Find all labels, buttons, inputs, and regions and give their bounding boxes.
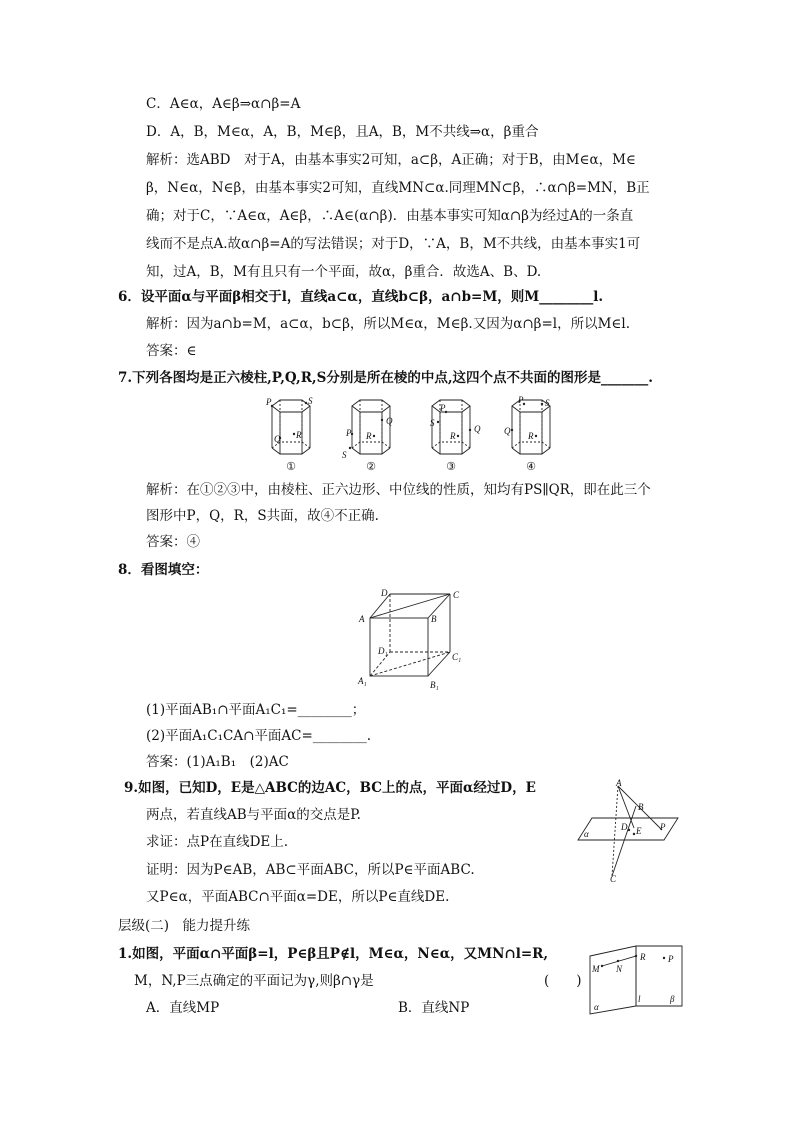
q5-analysis-line-3: 确；对于C，∵A∈α，A∈β，∴A∈(α∩β)．由基本事实可知α∩β为经过A的一条直 xyxy=(146,208,634,224)
q9-stem-line-2: 两点，若直线AB与平面α的交点是P. xyxy=(146,807,361,823)
q9-label-a: A xyxy=(616,778,622,788)
q7-point-p-2: P xyxy=(346,428,352,438)
q7-point-q-3: Q xyxy=(474,424,481,434)
q5-option-d: D．A，B，M∈α，A，B，M∈β，且A，B，M不共线⇒α，β重合 xyxy=(146,124,539,140)
q6-stem: 6．设平面α与平面β相交于l，直线a⊂α，直线b⊂β，a∩b=M，则M________l. xyxy=(118,289,604,305)
p1-option-a: A．直线MP xyxy=(146,1000,220,1016)
q7-point-q-1: Q xyxy=(274,434,281,444)
q6-analysis: 解析：因为a∩b=M，a⊂α，b⊂β，所以M∈α，M∈β.又因为α∩β=l，所以M∈l. xyxy=(146,316,631,332)
q8-label-b: B xyxy=(431,614,437,624)
q8-stem: 8．看图填空： xyxy=(118,562,209,578)
p1-option-b: B．直线NP xyxy=(398,1000,470,1016)
q7-point-p-4: P xyxy=(518,395,524,405)
q5-analysis-line-5: 知，过A，B，M有且只有一个平面，故α，β重合．故选A、B、D. xyxy=(146,264,542,280)
q7-figure-label-4: ④ xyxy=(526,461,536,473)
q8-part-2: (2)平面A₁C₁CA∩平面AC=________. xyxy=(146,728,372,744)
q7-point-r-3: R xyxy=(450,431,456,441)
q9-label-c: C xyxy=(610,874,617,882)
q8-label-b1: B₁ xyxy=(430,680,439,690)
q8-label-d: D xyxy=(381,588,388,598)
q7-point-p-1: P xyxy=(266,397,272,407)
q9-label-b: B xyxy=(638,802,644,812)
q9-label-alpha: α xyxy=(584,829,589,839)
q7-point-s-1: S xyxy=(308,396,313,406)
p1-two-planes-figure xyxy=(586,942,686,1016)
q5-option-c: C．A∈α，A∈β⇒α∩β=A xyxy=(146,96,301,112)
q8-label-a1: A₁ xyxy=(358,676,367,686)
q8-answer: 答案：(1)A₁B₁ (2)AC xyxy=(146,754,289,770)
q9-label-p: P xyxy=(660,822,666,832)
p1-label-r: R xyxy=(640,952,646,962)
prism-figure-2 xyxy=(352,400,390,454)
q8-cube-figure xyxy=(354,588,472,692)
q7-analysis-line-1: 解析：在①②③中，由棱柱、正六边形、中位线的性质，知均有PS∥QR，即在此三个 xyxy=(146,482,651,498)
q8-part-1: (1)平面AB₁∩平面A₁C₁=________； xyxy=(146,702,366,718)
p1-answer-bracket: ( ) xyxy=(544,973,582,989)
q7-point-s-4: S xyxy=(545,398,550,408)
prism-figure-4 xyxy=(512,400,550,454)
q7-point-r-1: R xyxy=(296,430,302,440)
p1-label-beta: β xyxy=(670,994,675,1004)
p1-label-l: l xyxy=(638,994,641,1004)
q9-stem-line-1: 9.如图，已知D，E是△ABC的边AC，BC上的点，平面α经过D，E xyxy=(124,780,536,796)
p1-label-p: P xyxy=(668,954,674,964)
q7-figure-label-1: ① xyxy=(286,461,296,473)
q7-stem: 7.下列各图均是正六棱柱,P,Q,R,S分别是所在棱的中点,这四个点不共面的图形是_______. xyxy=(118,370,654,386)
q9-proof-line-2: 又P∈α，平面ABC∩平面α=DE，所以P∈直线DE. xyxy=(146,889,450,905)
q7-point-s-3: S xyxy=(430,418,435,428)
prism-figure-3 xyxy=(432,400,470,454)
q7-analysis-line-2: 图形中P，Q，R，S共面，故④不正确. xyxy=(146,508,379,524)
q7-figure-label-2: ② xyxy=(366,461,376,473)
q9-label-e: E xyxy=(636,826,642,836)
p1-label-n: N xyxy=(616,964,623,974)
q5-analysis-line-4: 线而不是点A.故α∩β=A的写法错误；对于D，∵A，B，M不共线，由基本事实1可 xyxy=(146,236,641,252)
q7-point-r-4: R xyxy=(528,431,534,441)
q6-answer: 答案：∈ xyxy=(146,343,197,359)
prism-figure-1 xyxy=(272,400,310,454)
q7-point-q-2: Q xyxy=(386,416,393,426)
q5-analysis-line-2: β，N∈α，N∈β，由基本事实2可知，直线MN⊂α.同理MN⊂β，∴α∩β=MN，B正 xyxy=(146,180,650,196)
q8-label-d1: D₁ xyxy=(378,646,388,656)
q8-label-c: C xyxy=(453,590,460,600)
q9-proof-line-1: 证明：因为P∈AB，AB⊂平面ABC，所以P∈平面ABC. xyxy=(146,862,475,878)
p1-stem-line-1: 1.如图，平面α∩平面β=l，P∈β且P∉l，M∈α，N∈α，又MN∩l=R, xyxy=(118,946,549,962)
q5-analysis-line-1: 解析：选ABD 对于A，由基本事实2可知，a⊂β，A正确；对于B，由M∈α，M∈ xyxy=(146,152,636,168)
q7-point-q-4: Q xyxy=(504,426,511,436)
q7-point-s-2: S xyxy=(342,450,347,460)
level-2-heading: 层级(二) 能力提升练 xyxy=(118,918,251,934)
q7-answer: 答案：④ xyxy=(146,534,200,550)
p1-label-m: M xyxy=(592,964,600,974)
q7-prism-figures xyxy=(262,394,562,474)
q8-label-a: A xyxy=(359,614,365,624)
q9-label-d: D xyxy=(621,822,628,832)
q7-point-r-2: R xyxy=(366,431,372,441)
q7-point-p-3: P xyxy=(440,403,446,413)
q7-figure-label-3: ③ xyxy=(446,461,456,473)
p1-label-alpha: α xyxy=(594,1002,599,1012)
q9-prove: 求证：点P在直线DE上. xyxy=(146,834,289,850)
p1-stem-line-2: M，N,P三点确定的平面记为γ,则β∩γ是 xyxy=(134,973,374,989)
q9-plane-triangle-figure xyxy=(574,778,686,882)
q8-label-c1: C₁ xyxy=(452,652,462,662)
